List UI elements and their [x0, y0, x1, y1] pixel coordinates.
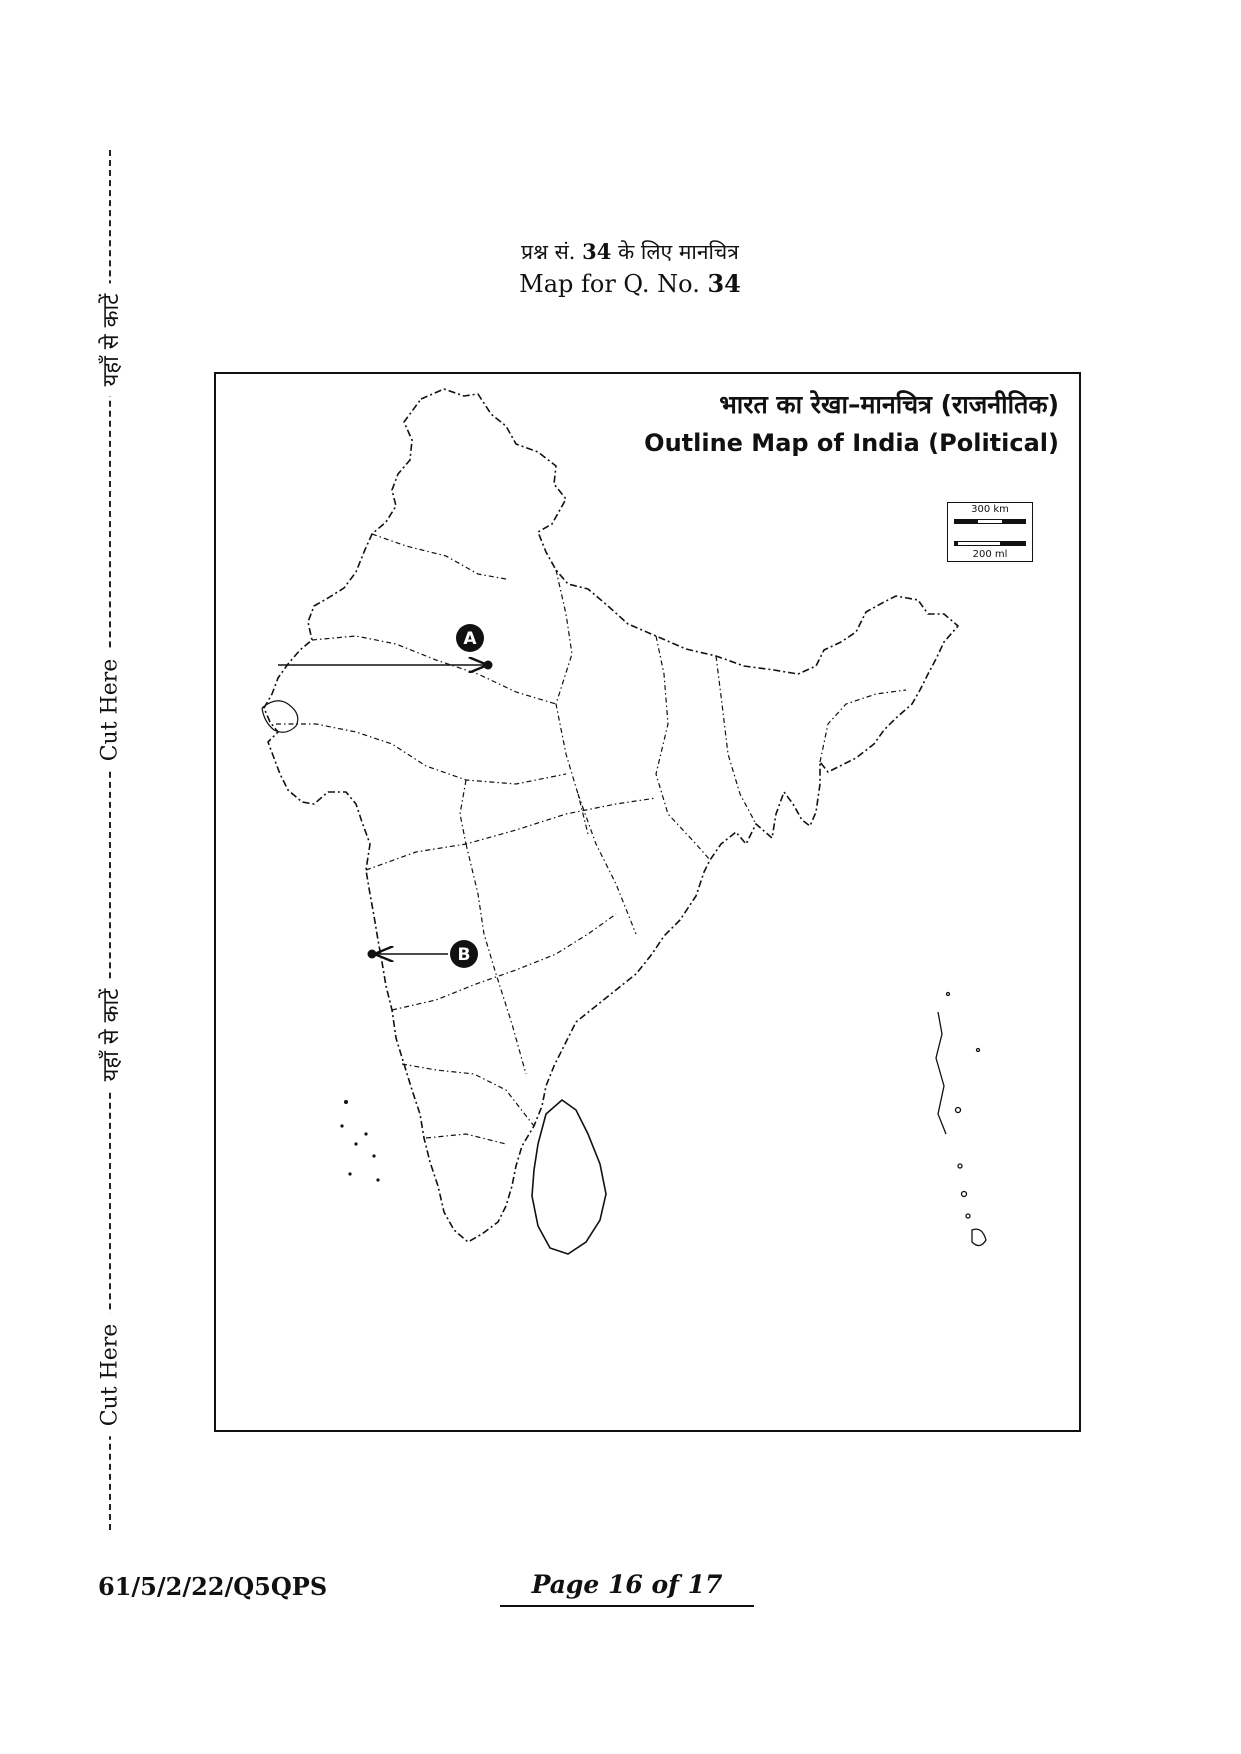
scale-km-label: 300 km	[971, 504, 1009, 515]
question-caption	[400, 236, 860, 300]
caption-english-number: 34	[707, 269, 741, 298]
map-frame	[214, 372, 1081, 1432]
map-title-hindi: भारत का रेखा–मानचित्र (राजनीतिक)	[719, 390, 1059, 419]
caption-hindi-number: 34	[582, 239, 612, 264]
paper-code: 61/5/2/22/Q5QPS	[98, 1572, 328, 1601]
state-boundaries	[276, 534, 906, 1144]
cut-label-english-bottom: Cut Here	[92, 1314, 129, 1437]
marker-b-label: B	[457, 945, 471, 965]
sri-lanka	[532, 1100, 606, 1254]
scale-km-bar	[954, 519, 1026, 524]
andaman-nicobar-islands	[936, 993, 986, 1246]
cut-label-english-top: Cut Here	[92, 649, 129, 772]
scale-ml-bar	[954, 541, 1026, 546]
marker-a-label: A	[463, 629, 477, 649]
marker-b-point	[368, 950, 377, 959]
map-title-english: Outline Map of India (Political)	[644, 429, 1059, 457]
map-scale	[947, 502, 1033, 562]
page-number: Page 16 of 17	[500, 1570, 754, 1607]
caption-hindi	[400, 236, 860, 268]
caption-english-prefix: Map for Q. No.	[519, 270, 700, 298]
cut-margin	[88, 150, 132, 1530]
scale-ml-label: 200 ml	[972, 549, 1008, 560]
cut-label-hindi-top: यहाँ से काटें	[89, 284, 131, 397]
caption-hindi-suffix: के लिए मानचित्र	[618, 240, 739, 264]
map-title	[644, 386, 1059, 462]
caption-hindi-prefix: प्रश्न सं.	[521, 240, 576, 264]
india-boundary	[264, 389, 958, 1242]
cut-label-hindi-bottom: यहाँ से काटें	[89, 979, 131, 1092]
lakshadweep-islands	[340, 1100, 379, 1182]
caption-english	[400, 268, 860, 300]
marker-a-point	[484, 661, 493, 670]
